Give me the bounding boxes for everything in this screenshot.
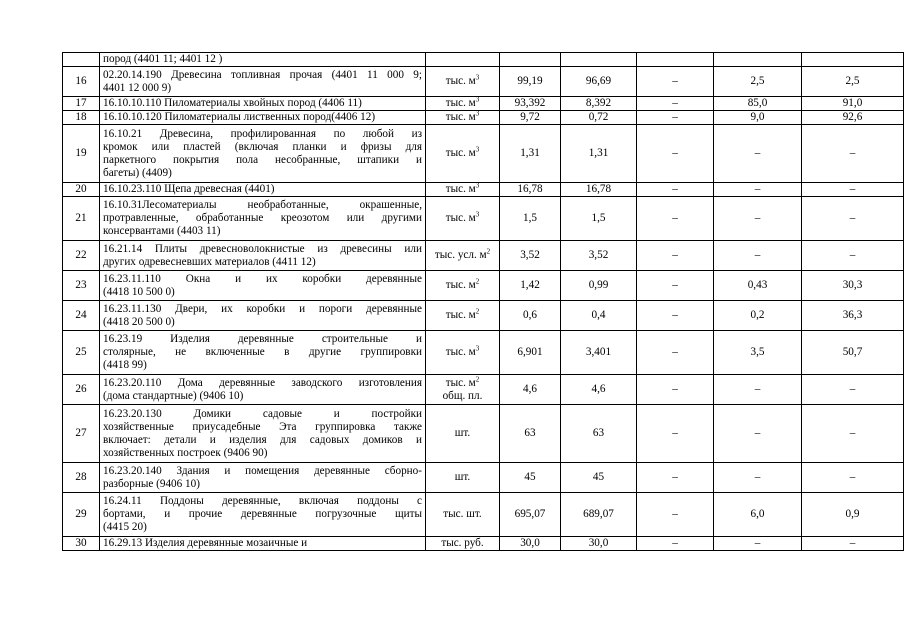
table-row	[63, 375, 904, 405]
unit-text-second-line: общ. пл.	[442, 389, 483, 402]
value-v1: 0,6	[500, 301, 561, 331]
value-v1: 9,72	[500, 111, 561, 125]
value-v4: 85,0	[714, 97, 802, 111]
product-name	[100, 405, 426, 463]
unit-text: тыс. м	[445, 309, 476, 321]
value-v5	[802, 53, 904, 67]
value-v1: 4,6	[500, 375, 561, 405]
row-number: 21	[63, 197, 100, 241]
product-name	[100, 331, 426, 375]
value-v4: 6,0	[714, 493, 802, 537]
product-name-line: 16.10.23.110 Щепа древесная (4401)	[103, 183, 275, 195]
product-name	[100, 241, 426, 271]
unit-text: тыс. м	[445, 111, 476, 123]
product-name	[100, 375, 426, 405]
value-v5: –	[802, 197, 904, 241]
unit-text: тыс. шт.	[443, 508, 482, 520]
value-v3: –	[637, 271, 714, 301]
value-v3: –	[637, 537, 714, 551]
unit-cell	[426, 183, 500, 197]
value-v1: 1,5	[500, 197, 561, 241]
product-name-line: разборные (9406 10)	[103, 477, 200, 490]
value-v4: 2,5	[714, 67, 802, 97]
row-number: 27	[63, 405, 100, 463]
value-v5: 92,6	[802, 111, 904, 125]
product-name-line: протравленные, обработанные креозотом или другими	[103, 212, 422, 224]
product-name-line: 16.21.14 Плиты древесноволокнистые из древесины или	[103, 242, 422, 255]
value-v2: 1,5	[561, 197, 637, 241]
value-v5: –	[802, 463, 904, 493]
value-v4: –	[714, 463, 802, 493]
product-name-line: включает: детали и изделия для садовых домиков и	[103, 433, 422, 446]
value-v2: 3,52	[561, 241, 637, 271]
row-number: 23	[63, 271, 100, 301]
table-body	[63, 53, 904, 551]
unit-cell	[426, 271, 500, 301]
row-number: 28	[63, 463, 100, 493]
value-v1: 6,901	[500, 331, 561, 375]
value-v3: –	[637, 183, 714, 197]
table-row	[63, 241, 904, 271]
table-row	[63, 183, 904, 197]
row-number: 16	[63, 67, 100, 97]
value-v1	[500, 53, 561, 67]
unit-text: тыс. м	[445, 147, 476, 159]
value-v1: 45	[500, 463, 561, 493]
product-name	[100, 301, 426, 331]
unit-text: тыс. м	[445, 97, 476, 109]
value-v4: 3,5	[714, 331, 802, 375]
product-name-line: (4415 20)	[103, 521, 147, 533]
product-name-line: багеты) (4409)	[103, 166, 172, 179]
table-row	[63, 331, 904, 375]
row-number: 26	[63, 375, 100, 405]
table-row	[63, 97, 904, 111]
table-row	[63, 271, 904, 301]
product-name-line: паркетного покрытия пола несобранные, штапики и	[103, 153, 422, 166]
value-v2: 0,72	[561, 111, 637, 125]
product-name-line: (4418 20 500 0)	[103, 315, 175, 328]
product-name-line: кромок или пластей (включая планки и фризы для	[103, 140, 422, 153]
unit-cell	[426, 493, 500, 537]
unit-cell	[426, 301, 500, 331]
table-row	[63, 463, 904, 493]
value-v2: 45	[561, 463, 637, 493]
value-v5: –	[802, 537, 904, 551]
row-number: 30	[63, 537, 100, 551]
value-v2: 63	[561, 405, 637, 463]
unit-text: шт.	[454, 471, 471, 483]
unit-superscript: 3	[475, 182, 480, 190]
value-v3: –	[637, 405, 714, 463]
product-name	[100, 271, 426, 301]
row-number: 25	[63, 331, 100, 375]
value-v4	[714, 53, 802, 67]
unit-superscript: 3	[475, 210, 480, 219]
value-v3: –	[637, 97, 714, 111]
unit-cell	[426, 241, 500, 271]
product-name-line: 16.23.11.130 Двери, их коробки и пороги деревянные	[103, 302, 422, 315]
row-number: 22	[63, 241, 100, 271]
product-name-line: консервантами (4403 11)	[103, 225, 221, 237]
row-number: 29	[63, 493, 100, 537]
value-v4: –	[714, 125, 802, 183]
product-name	[100, 53, 426, 67]
product-name-line: 16.24.11 Поддоны деревянные, включая поддоны с	[103, 495, 422, 507]
value-v3: –	[637, 111, 714, 125]
value-v3: –	[637, 375, 714, 405]
table-row	[63, 67, 904, 97]
data-table	[62, 52, 904, 551]
value-v2: 4,6	[561, 375, 637, 405]
product-name-line: 16.10.31Лесоматериалы необработанные, окрашенные,	[103, 199, 422, 211]
product-name-line: (4418 10 500 0)	[103, 285, 175, 298]
unit-superscript: 3	[475, 344, 480, 353]
product-name-line: 16.10.10.110 Пиломатериалы хвойных пород (4406 11)	[103, 97, 362, 109]
product-name	[100, 67, 426, 97]
unit-superscript: 3	[475, 145, 480, 154]
unit-superscript: 2	[475, 374, 480, 383]
value-v5: 0,9	[802, 493, 904, 537]
value-v1: 16,78	[500, 183, 561, 197]
value-v1: 30,0	[500, 537, 561, 551]
unit-cell	[426, 67, 500, 97]
product-name-line: хозяйственных построек (9406 90)	[103, 446, 268, 459]
value-v5: 50,7	[802, 331, 904, 375]
value-v3: –	[637, 331, 714, 375]
unit-text: тыс. м	[445, 183, 476, 195]
value-v5: 91,0	[802, 97, 904, 111]
unit-text: тыс. м	[445, 376, 476, 389]
product-name-line: хозяйственные приусадебные Эта группировка также	[103, 420, 422, 433]
unit-text: тыс. м	[445, 279, 476, 291]
product-name-line: 16.23.19 Изделия деревянные строительные и	[103, 333, 422, 345]
value-v5: –	[802, 125, 904, 183]
value-v3: –	[637, 67, 714, 97]
product-name-line: 16.23.11.110 Окна и их коробки деревянные	[103, 272, 422, 285]
value-v2	[561, 53, 637, 67]
product-name-line: пород (4401 11; 4401 12 )	[103, 53, 223, 65]
value-v2: 8,392	[561, 97, 637, 111]
product-name-line: 16.29.13 Изделия деревянные мозаичные и	[103, 537, 308, 549]
value-v2: 1,31	[561, 125, 637, 183]
unit-superscript: 3	[475, 96, 480, 104]
value-v3	[637, 53, 714, 67]
value-v2: 689,07	[561, 493, 637, 537]
product-name-line: 16.23.20.130 Домики садовые и постройки	[103, 407, 422, 420]
unit-text: тыс. м	[445, 212, 476, 224]
value-v3: –	[637, 301, 714, 331]
product-name	[100, 197, 426, 241]
table-row	[63, 405, 904, 463]
value-v5: –	[802, 405, 904, 463]
product-name-line: (дома стандартные) (9406 10)	[103, 389, 244, 402]
product-name-line: 16.23.20.140 Здания и помещения деревянные сборно-	[103, 464, 422, 477]
unit-superscript: 2	[486, 247, 491, 256]
value-v3: –	[637, 463, 714, 493]
product-name	[100, 111, 426, 125]
table-row	[63, 537, 904, 551]
product-name-line: 02.20.14.190 Древесина топливная прочая (4401 11 000 9;	[103, 68, 422, 81]
product-name-line: бортами, и прочие деревянные погрузочные щиты	[103, 508, 422, 520]
unit-superscript: 2	[475, 277, 480, 286]
product-name	[100, 493, 426, 537]
value-v5: –	[802, 183, 904, 197]
product-name-line: 16.10.21 Древесина, профилированная по любой из	[103, 127, 422, 140]
unit-cell	[426, 375, 500, 405]
value-v2: 3,401	[561, 331, 637, 375]
unit-text: тыс. руб.	[441, 537, 484, 549]
value-v1: 1,42	[500, 271, 561, 301]
unit-text: шт.	[454, 427, 471, 439]
value-v4: –	[714, 405, 802, 463]
row-number: 19	[63, 125, 100, 183]
value-v2: 0,4	[561, 301, 637, 331]
product-name	[100, 125, 426, 183]
unit-text: тыс. усл. м	[434, 249, 487, 261]
value-v4: 9,0	[714, 111, 802, 125]
table-row	[63, 197, 904, 241]
value-v4: –	[714, 183, 802, 197]
product-name-line: 16.10.10.120 Пиломатериалы лиственных пород(4406 12)	[103, 111, 376, 123]
value-v1: 63	[500, 405, 561, 463]
value-v2: 96,69	[561, 67, 637, 97]
product-name	[100, 183, 426, 197]
value-v4: 0,2	[714, 301, 802, 331]
unit-cell	[426, 125, 500, 183]
table-row	[63, 111, 904, 125]
value-v4: 0,43	[714, 271, 802, 301]
unit-cell	[426, 331, 500, 375]
row-number: 24	[63, 301, 100, 331]
value-v4: –	[714, 241, 802, 271]
row-number	[63, 53, 100, 67]
value-v4: –	[714, 537, 802, 551]
product-name-line: столярные, не включенные в другие группировки	[103, 346, 422, 358]
value-v4: –	[714, 375, 802, 405]
value-v3: –	[637, 125, 714, 183]
table-row	[63, 125, 904, 183]
value-v2: 30,0	[561, 537, 637, 551]
unit-cell	[426, 405, 500, 463]
row-number: 20	[63, 183, 100, 197]
table-row	[63, 493, 904, 537]
value-v5: 2,5	[802, 67, 904, 97]
table-row	[63, 53, 904, 67]
value-v4: –	[714, 197, 802, 241]
value-v3: –	[637, 197, 714, 241]
value-v5: –	[802, 241, 904, 271]
unit-cell	[426, 97, 500, 111]
product-name-line: 16.23.20.110 Дома деревянные заводского изготовления	[103, 376, 422, 389]
unit-superscript: 3	[475, 73, 480, 82]
unit-superscript: 3	[475, 110, 480, 118]
table-row	[63, 301, 904, 331]
value-v1: 1,31	[500, 125, 561, 183]
unit-cell	[426, 197, 500, 241]
value-v2: 0,99	[561, 271, 637, 301]
value-v1: 3,52	[500, 241, 561, 271]
value-v3: –	[637, 241, 714, 271]
unit-cell	[426, 537, 500, 551]
value-v3: –	[637, 493, 714, 537]
product-name-line: (4418 99)	[103, 359, 147, 371]
unit-cell	[426, 463, 500, 493]
value-v2: 16,78	[561, 183, 637, 197]
unit-text: тыс. м	[445, 75, 476, 87]
product-name	[100, 97, 426, 111]
product-name-line: 4401 12 000 9)	[103, 81, 172, 94]
unit-cell	[426, 111, 500, 125]
unit-text: тыс. м	[445, 346, 476, 358]
product-name	[100, 537, 426, 551]
product-name	[100, 463, 426, 493]
product-name-line: других одревесневших материалов (4411 12)	[103, 255, 316, 268]
unit-cell	[426, 53, 500, 67]
value-v1: 695,07	[500, 493, 561, 537]
value-v5: 36,3	[802, 301, 904, 331]
row-number: 18	[63, 111, 100, 125]
row-number: 17	[63, 97, 100, 111]
value-v1: 99,19	[500, 67, 561, 97]
value-v5: –	[802, 375, 904, 405]
value-v5: 30,3	[802, 271, 904, 301]
value-v1: 93,392	[500, 97, 561, 111]
unit-superscript: 2	[475, 307, 480, 316]
